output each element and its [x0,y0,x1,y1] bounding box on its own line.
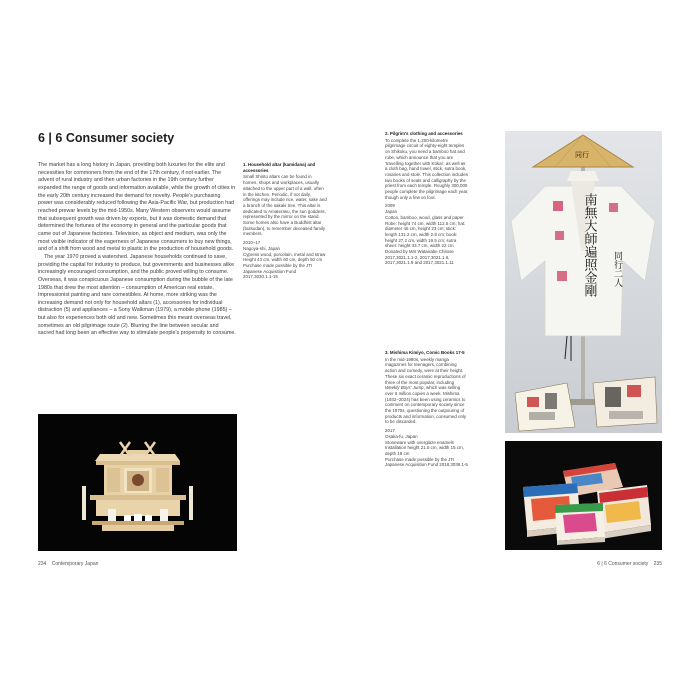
robe-calligraphy-side: 同行二人 [612,251,622,287]
caption-description: To complete the 1,200-kilometre pilgrimage circuit of eighty-eight temples on Shikoku, you need a bamboo hat and robe, which announce that you are 'travelling together with Kūkai', as well as a cloth bag, hand towel, stick, sutra book, rosaries and stole. This collection includes two books of seals and calligraphy by the priest from each temple. Roughly 300,000 people complete the pilgrimage each year, though only a few on foot. [385,137,469,200]
hat-calligraphy: 同行 [575,151,589,159]
caption-description: Small Shinto altars can be found in homes, shops and workplaces, usually attached to the upper part of a wall, often in the kitchen. Periodic, if not daily, offerings may include rice, water, sake and a branch of the sakaki tree. This altar is dedicated to Amaterasu, the sun goddess, represented by the mirror on the stand. Some homes also have a Buddhist altar (butsudan), to remember deceased family members. [243,174,327,237]
caption-household-altar [243,162,327,280]
caption-heading: 3. Mishima Kimiyo, Comic Books 17-5 [385,350,465,355]
caption-credit: Purchase made possible by the JTI Japanese Acquisition Fund 2018,3036.1-5 [385,456,468,468]
caption-pilgrim-clothing [385,131,469,266]
caption-description: In the mid-1980s, weekly manga magazines for teenagers, combining action and comedy, were at their height. These six exact ceramic reproductions of three of the most popular, including Weekly Boys' Jump, which was selling over 6 million copies a week. Mishima (1932–2024) has been using ceramics to comment on contemporary society since the 1970s, questioning the outpouring of products and information, consumed only to be discarded. [385,356,467,425]
caption-place: Nagoya-shi, Japan [243,245,281,251]
body-paragraph-1: The market has a long history in Japan, providing both luxuries for the elite and necessities for commoners from the end of the 17th century, if not earlier. The advent of rural industry and then urban factories in the 19th century further expanded the range of goods and information available, while the growth of cities in the early 20th century increased the demand for novelty. People's purchasing power was considerably reduced following the Asia-Pacific War, but production had reached prewar levels by the mid-1950s. Many Western observers would assume that subsequent growth was driven by exports, but it was domestic demand that determined the fortunes of the economy in general and the particular goods that came out of Japanese factories. Television, as object and medium, was only the most visible indicator of the eagerness of Japanese consumers to buy new things, and of a shift from wood and metal to plastic in the production of household goods. [38,162,236,253]
caption-date: 2010–17 [243,240,261,246]
comic-books-photo [505,441,662,550]
body-text [38,162,236,338]
robe-calligraphy-main: 南無大師遍照金剛 [581,193,597,297]
caption-dimensions: Height 43 cm, width 60 cm, depth 50 cm [243,257,323,263]
body-paragraph-2: The year 1970 proved a watershed. Japanese households continued to save, providing the capital for industry to produce, but governments and businesses alike increasingly encouraged consumption, and the public proved willing to consume. Overseas, it was conspicuous Japanese consumption during the bubble of the late 1980s that drew the most attention – consumption of American real estate, Impressionist painting and rare comestibles. At home, more striking was the increasing demand not only for household altars (1), accessories for individual distraction (5) and appliances – a Sony Walkman (1979), a mobile phone (1985) – but also for experiences both old and new. Sometimes this meant overseas travel, sometimes an old pilgrimage route (2). Blurring the line between secular and sacred had long been an effective way to stimulate people's propensity to consume. [38,253,236,337]
caption-place: Japan [385,209,398,215]
caption-heading: 2. Pilgrim's clothing and accessories [385,131,463,136]
household-altar-photo [38,414,237,551]
caption-heading: 1. Household altar (kamidana) and accessories [243,162,316,173]
caption-materials: Cotton, bamboo, wood, glass and paper [385,214,464,220]
left-folio [38,561,98,567]
caption-place: Osaka-fu, Japan [385,433,418,439]
caption-date: 2017 [385,428,395,434]
caption-comic-books [385,350,469,468]
caption-date: 2009 [385,203,395,209]
running-title: 6 | 6 Consumer society [597,561,649,567]
running-title: Contemporary Japan [51,561,99,567]
caption-credit: Purchase made possible by the JTI Japanese Acquisition Fund 2017,3030.1.1-15 [243,262,313,280]
pilgrim-clothing-photo [505,131,662,433]
page-number: 235 [653,561,662,567]
page-number: 234 [38,561,47,567]
section-title: 6 | 6 Consumer society [38,131,175,145]
right-folio [597,561,662,567]
caption-dimensions: Installation height 21.5 cm, width 15 cm, depth 18 cm [385,445,464,456]
caption-materials: Cypress wood, porcelain, metal and straw [243,251,326,257]
caption-dimensions: Robe: height 74 cm, width 112.5 cm; hat: diameter 45 cm, height 23 cm; stick: length 131.2 cm, width 2.8 cm; book: height 27.2 cm, width 19.5 cm; sutra sheet: height 33.7 cm, width 22 cm [385,220,466,249]
caption-credit: Donated by Mrs Watanabe Chitose 2017,3021.1.1-2, 2017,3021.1.6, 2017,3021.1.9 and 2017,3021.1.11 [385,249,454,266]
caption-materials: Stoneware with overglaze enamels [385,439,454,445]
